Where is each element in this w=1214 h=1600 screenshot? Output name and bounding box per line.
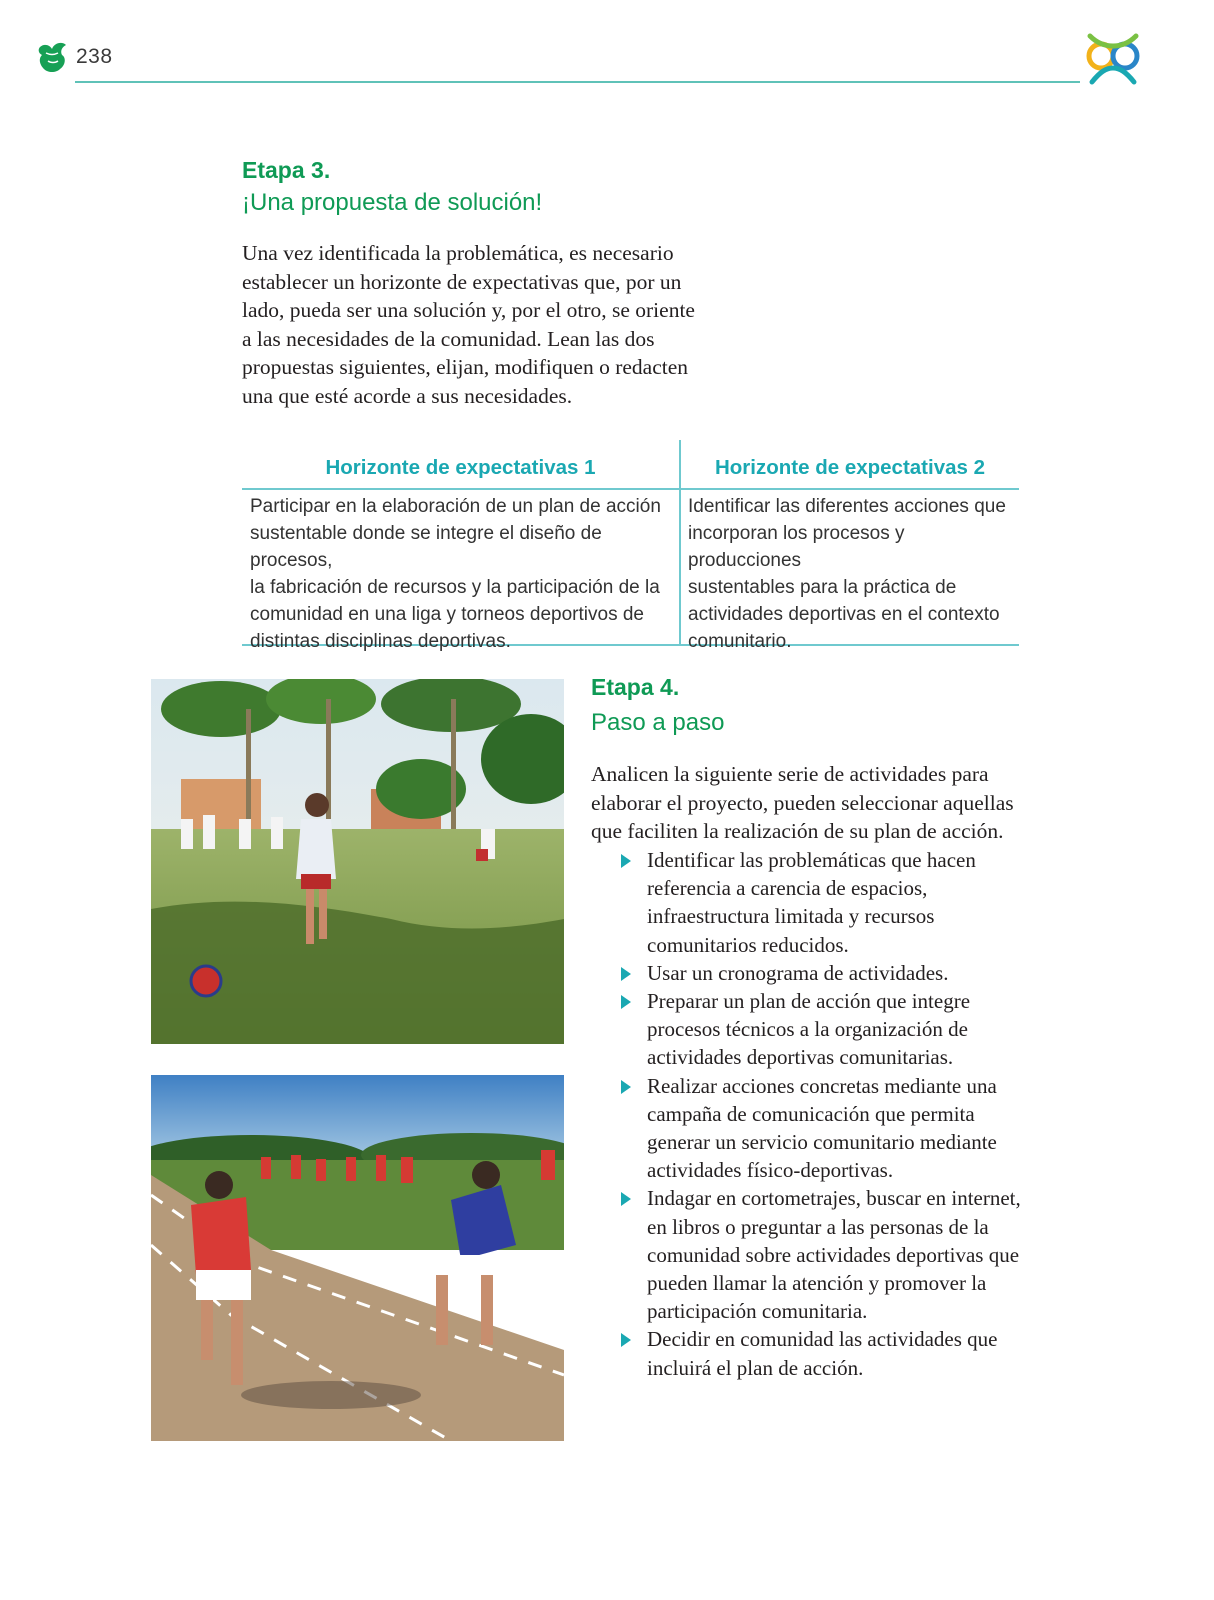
expectations-table: [242, 440, 1019, 652]
triangle-bullet-icon: [621, 967, 631, 981]
stage4-label: Etapa 4.: [591, 674, 680, 700]
paragraph-line: lado, pueda ser una solución y, por el otro, se oriente: [242, 298, 695, 322]
cell-line: comunidad en una liga y torneos deportivos de: [250, 604, 644, 625]
intro-line: que faciliten la realización de su plan de acción.: [591, 819, 1004, 843]
triangle-bullet-icon: [621, 995, 631, 1009]
list-item: [621, 846, 1051, 959]
item-line: incluirá el plan de acción.: [647, 1355, 864, 1380]
item-line: Decidir en comunidad las actividades que: [647, 1327, 998, 1352]
table-cell-2: [688, 493, 1018, 655]
table-header-1: Horizonte de expectativas 1: [325, 456, 596, 479]
item-line: comunidad sobre actividades deportivas que: [647, 1242, 1020, 1267]
intro-line: elaborar el proyecto, pueden seleccionar aquellas: [591, 790, 1014, 815]
item-line: actividades deportivas comunitarias.: [647, 1045, 954, 1070]
stage3-label: Etapa 3.: [242, 157, 331, 183]
soccer-photo: [151, 679, 564, 1044]
item-line: procesos técnicos a la organización de: [647, 1017, 968, 1042]
item-line: referencia a carencia de espacios,: [647, 876, 928, 901]
cell-line: comunitario.: [688, 631, 792, 652]
cell-line: actividades deportivas en el contexto: [688, 604, 1000, 625]
item-line: pueden llamar la atención y promover la: [647, 1271, 987, 1296]
item-line: Preparar un plan de acción que integre: [647, 989, 971, 1014]
table-cell-1: [250, 493, 675, 655]
item-line: Realizar acciones concretas mediante una: [647, 1073, 997, 1098]
stage4-intro: [591, 760, 1061, 846]
paragraph-line: Una vez identificada la problemática, es necesario: [242, 241, 674, 265]
stage4-subtitle: Paso a paso: [591, 709, 725, 736]
paragraph-line: a las necesidades de la comunidad. Lean las dos: [242, 326, 655, 351]
paragraph-line: propuestas siguientes, elijan, modifiquen o redacten: [242, 355, 688, 379]
triangle-bullet-icon: [621, 854, 631, 868]
triangle-bullet-icon: [621, 1333, 631, 1347]
green-leaf-icon: [36, 41, 68, 75]
item-line: en libros o preguntar a las personas de la: [647, 1214, 989, 1239]
item-line: Usar un cronograma de actividades.: [647, 960, 949, 985]
paragraph-line: una que esté acorde a sus necesidades.: [242, 383, 573, 408]
cell-line: sustentables para la práctica de: [688, 577, 957, 598]
stage3-subtitle: ¡Una propuesta de solución!: [242, 189, 543, 216]
track-race-photo: [151, 1075, 564, 1441]
list-item: [621, 1325, 1051, 1381]
list-item: [621, 987, 1051, 1072]
paragraph-line: establecer un horizonte de expectativas que, por un: [242, 269, 682, 294]
item-line: actividades físico-deportivas.: [647, 1158, 894, 1183]
cell-line: distintas disciplinas deportivas.: [250, 631, 511, 652]
cell-line: la fabricación de recursos y la participación de la: [250, 577, 660, 598]
item-line: campaña de comunicación que permita: [647, 1101, 975, 1126]
triangle-bullet-icon: [621, 1080, 631, 1094]
cell-line: sustentable donde se integre el diseño de procesos,: [250, 523, 602, 571]
cell-line: Participar en la elaboración de un plan de acción: [250, 496, 661, 517]
item-line: comunitarios reducidos.: [647, 932, 849, 957]
cell-line: incorporan los procesos y producciones: [688, 523, 905, 571]
activities-list: [621, 846, 1051, 1382]
item-line: Indagar en cortometrajes, buscar en internet,: [647, 1186, 1021, 1211]
list-item: [621, 1072, 1051, 1185]
cell-line: Identificar las diferentes acciones que: [688, 496, 1006, 517]
item-line: Identificar las problemáticas que hacen: [647, 848, 976, 872]
intro-line: Analicen la siguiente serie de actividades para: [591, 762, 989, 786]
header-rule: [75, 81, 1080, 83]
list-item: [621, 1184, 1051, 1325]
triangle-bullet-icon: [621, 1192, 631, 1206]
item-line: generar un servicio comunitario mediante: [647, 1130, 997, 1155]
multicolor-knot-logo: [1084, 30, 1142, 86]
table-header-rule: [242, 488, 1019, 490]
item-line: participación comunitaria.: [647, 1299, 868, 1324]
list-item: [621, 959, 1051, 987]
stage3-paragraph: [242, 239, 762, 410]
item-line: infraestructura limitada y recursos: [647, 904, 935, 929]
table-header-2: Horizonte de expectativas 2: [714, 456, 985, 479]
page-number: 238: [76, 45, 113, 68]
